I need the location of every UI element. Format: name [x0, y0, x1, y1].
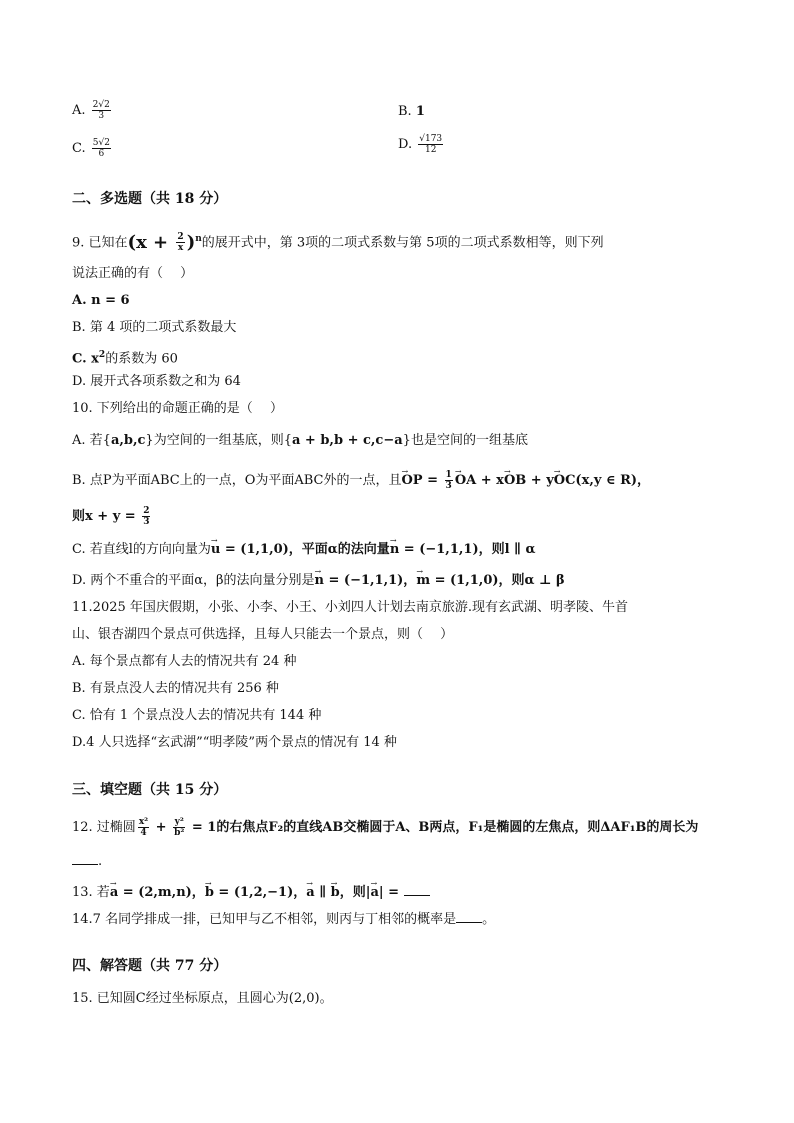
q11-option-b: B. 有景点没人去的情况共有 256 种: [72, 681, 279, 696]
q8-a-fraction: $\frac{2√2}{3}$: [92, 100, 110, 121]
q13-stem: 13. 若→ a = (2,m,n)，→ b = (1,2,−1)，→ a ∥ → b，则|→ a| =: [72, 883, 430, 902]
q9-option-d: D. 展开式各项系数之和为 64: [72, 374, 241, 389]
section-3-title: 三、填空题（共 15 分）: [72, 782, 228, 798]
q9-option-a: A. n = 6: [72, 293, 130, 308]
q11-option-a: A. 每个景点都有人去的情况共有 24 种: [72, 654, 297, 669]
q14-blank[interactable]: [456, 910, 482, 923]
q10-stem: 10. 下列给出的命题正确的是（ ）: [72, 401, 283, 416]
q10-option-d: D. 两个不重合的平面α，β的法向量分别是→ n = (−1,1,1)，→ m = (1,1,0)，则α ⊥ β: [72, 572, 565, 590]
q8-option-a: A. $\frac{2√2}{3}$: [72, 100, 110, 121]
q10-option-c: C. 若直线l的方向向量为→ u = (1,1,0)，平面α的法向量→ n = (−1,1,1)，则l ∥ α: [72, 541, 535, 559]
q10-option-b-line2: 则x + y = $\frac{2}{3}$: [72, 506, 150, 527]
q11-option-d: D.4 人只选择“玄武湖”“明孝陵”两个景点的情况有 14 种: [72, 735, 397, 750]
q9-option-c: C. $x^2$的系数为 60: [72, 350, 178, 367]
q9-option-b: B. 第 4 项的二项式系数最大: [72, 320, 237, 335]
section-2-title: 二、多选题（共 18 分）: [72, 191, 228, 207]
q8-option-c: C. $\frac{5√2}{6}$: [72, 138, 110, 159]
section-4-title: 四、解答题（共 77 分）: [72, 958, 228, 974]
q8-c-fraction: $\frac{5√2}{6}$: [92, 138, 110, 159]
q10-option-b: B. 点P为平面ABC上的一点，O为平面ABC外的一点，且→ OP = $\frac{1}{3}$ → OA + x→ OB + y→ OC(x,y ∈ R)，: [72, 470, 650, 491]
q9-stem: 9. 已知在(x + $\frac{2}{x}$ )$^n$的展开式中，第 3项的二项式系数与第 5项的二项式系数相等，则下列: [72, 231, 604, 254]
q11-stem: 11.2025 年国庆假期，小张、小李、小王、小刘四人计划去南京旅游.现有玄武湖、明孝陵、牛首: [72, 600, 629, 615]
q12-blank[interactable]: .: [72, 852, 102, 871]
q13-blank[interactable]: [404, 883, 430, 896]
q15-stem: 15. 已知圆C经过坐标原点，且圆心为(2,0)。: [72, 991, 333, 1006]
q11-option-c: C. 恰有 1 个景点没人去的情况共有 144 种: [72, 708, 322, 723]
q10-option-a: A. 若{a,b,c}为空间的一组基底，则{a + b,b + c,c−a}也是空间的一组基底: [72, 433, 528, 448]
q8-d-fraction: $\frac{√173}{12}$: [419, 134, 443, 155]
q12-stem: 12. 过椭圆 $\frac{\text{x²}}{4}$ + $\frac{\text{y²}}{\text{b²}}$ = 1的右焦点F₂的直线AB交椭圆于A、B两点，F₁是椭圆的左焦点，则ΔAF₁B的周长为: [72, 817, 699, 838]
q9-stem-line2: 说法正确的有（ ）: [72, 266, 194, 281]
q14-stem: 14.7 名同学排成一排，已知甲与乙不相邻，则丙与丁相邻的概率是 。: [72, 912, 496, 927]
q11-stem-line2: 山、银杏湖四个景点可供选择，且每人只能去一个景点，则（ ）: [72, 627, 454, 642]
q8-option-d: D. $\frac{√173}{12}$: [398, 134, 443, 155]
q8-option-b: B. 1: [398, 104, 425, 119]
